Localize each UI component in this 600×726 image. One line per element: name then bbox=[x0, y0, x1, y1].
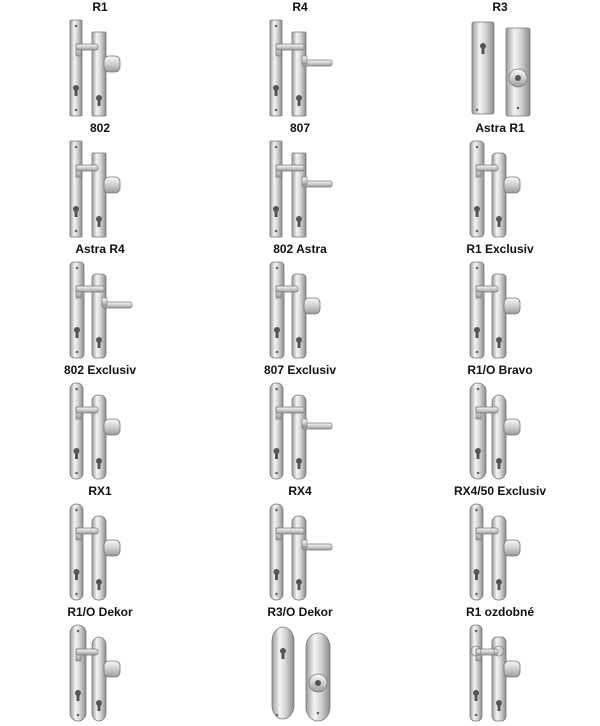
door-handle-image bbox=[400, 258, 600, 362]
product-item bbox=[200, 605, 400, 726]
product-item bbox=[400, 363, 600, 484]
product-item bbox=[400, 121, 600, 242]
product-item bbox=[0, 121, 200, 242]
door-handle-image bbox=[0, 621, 200, 725]
door-handle-image bbox=[0, 500, 200, 604]
product-item bbox=[400, 605, 600, 726]
product-item bbox=[0, 0, 200, 121]
door-handle-image bbox=[0, 379, 200, 483]
product-item bbox=[0, 363, 200, 484]
product-label: RX4/50 Exclusiv bbox=[453, 484, 547, 498]
product-label: 802 Exclusiv bbox=[63, 363, 137, 377]
product-label: 807 bbox=[289, 121, 311, 135]
product-label: 802 Astra bbox=[273, 242, 327, 256]
door-handle-image bbox=[200, 621, 400, 725]
product-label: 807 Exclusiv bbox=[263, 363, 337, 377]
product-label: R1 ozdobné bbox=[466, 605, 534, 619]
door-handle-image bbox=[400, 621, 600, 725]
door-handle-image bbox=[200, 16, 400, 120]
product-item bbox=[0, 242, 200, 363]
door-handle-image bbox=[0, 16, 200, 120]
door-handle-image bbox=[0, 137, 200, 241]
door-handle-image bbox=[400, 16, 600, 120]
product-item bbox=[400, 0, 600, 121]
door-handle-image bbox=[400, 379, 600, 483]
door-handle-image bbox=[400, 137, 600, 241]
product-item bbox=[200, 121, 400, 242]
product-label: RX1 bbox=[88, 484, 112, 498]
product-label: Astra R4 bbox=[75, 242, 125, 256]
product-label: 802 bbox=[89, 121, 111, 135]
product-label: R4 bbox=[292, 0, 308, 14]
door-handle-image bbox=[200, 137, 400, 241]
product-label: R3/O Dekor bbox=[267, 605, 333, 619]
product-item bbox=[200, 242, 400, 363]
product-label: Astra R1 bbox=[475, 121, 525, 135]
product-item bbox=[200, 0, 400, 121]
door-handle-image bbox=[200, 500, 400, 604]
product-item bbox=[200, 363, 400, 484]
door-handle-image bbox=[200, 379, 400, 483]
door-handle-image bbox=[200, 258, 400, 362]
product-item bbox=[0, 484, 200, 605]
product-label: R1/O Bravo bbox=[467, 363, 533, 377]
product-label: R3 bbox=[492, 0, 508, 14]
product-item bbox=[400, 484, 600, 605]
product-label: R1 bbox=[92, 0, 108, 14]
door-handle-image bbox=[0, 258, 200, 362]
door-handle-image bbox=[400, 500, 600, 604]
product-item bbox=[0, 605, 200, 726]
product-label: R1 Exclusiv bbox=[466, 242, 534, 256]
product-label: RX4 bbox=[288, 484, 312, 498]
product-item bbox=[400, 242, 600, 363]
product-item bbox=[200, 484, 400, 605]
product-label: R1/O Dekor bbox=[67, 605, 133, 619]
